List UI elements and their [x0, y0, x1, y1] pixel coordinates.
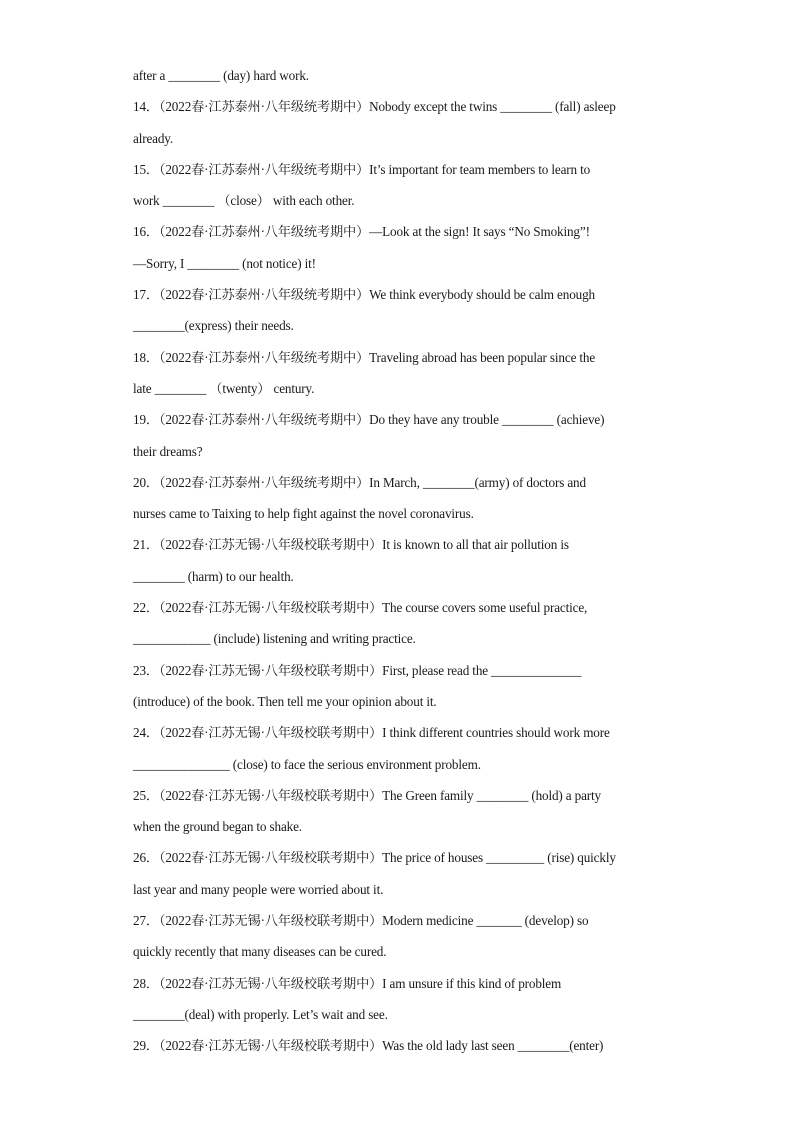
text-line: work ________ （close） with each other.	[133, 193, 355, 209]
question-21: 21．（2022春·江苏无锡·八年级校联考期中）It is known to all that air pollution is	[133, 537, 569, 553]
text-line: ________ (harm) to our health.	[133, 568, 294, 584]
text-line: _______________ (close) to face the serious environment problem.	[133, 756, 481, 772]
question-19: 19．（2022春·江苏泰州·八年级统考期中）Do they have any trouble ________ (achieve)	[133, 412, 605, 428]
text-line: after a ________ (day) hard work.	[133, 68, 309, 83]
question-18: 18．（2022春·江苏泰州·八年级统考期中）Traveling abroad has been popular since the	[133, 349, 596, 365]
question-29: 29．（2022春·江苏无锡·八年级校联考期中）Was the old lady last seen ________(enter)	[133, 1038, 604, 1054]
question-24: 24．（2022春·江苏无锡·八年级校联考期中）I think different countries should work more	[133, 725, 610, 741]
question-25: 25．（2022春·江苏无锡·八年级校联考期中）The Green family ________ (hold) a party	[133, 787, 601, 803]
text-line: ________(express) their needs.	[133, 318, 294, 334]
question-26: 26．（2022春·江苏无锡·八年级校联考期中）The price of houses _________ (rise) quickly	[133, 850, 616, 866]
question-14: 14．（2022春·江苏泰州·八年级统考期中）Nobody except the twins ________ (fall) asleep	[133, 99, 616, 115]
text-line: late ________ （twenty） century.	[133, 380, 315, 396]
text-line: nurses came to Taixing to help fight against the novel coronavirus.	[133, 506, 474, 522]
text-line: already.	[133, 130, 174, 146]
text-line: their dreams?	[133, 443, 203, 459]
text-line: —Sorry, I ________ (not notice) it!	[133, 255, 316, 271]
question-28: 28．（2022春·江苏无锡·八年级校联考期中）I am unsure if this kind of problem	[133, 975, 562, 991]
question-22: 22．（2022春·江苏无锡·八年级校联考期中）The course covers some useful practice,	[133, 600, 588, 616]
question-23: 23．（2022春·江苏无锡·八年级校联考期中）First, please read the ______________	[133, 662, 582, 678]
question-27: 27．（2022春·江苏无锡·八年级校联考期中）Modern medicine _______ (develop) so	[133, 913, 589, 929]
question-17: 17．（2022春·江苏泰州·八年级统考期中）We think everybody should be calm enough	[133, 287, 595, 303]
text-line: ____________ (include) listening and writing practice.	[133, 631, 416, 647]
text-line: ________(deal) with properly. Let’s wait and see.	[133, 1006, 388, 1022]
text-line: quickly recently that many diseases can be cured.	[133, 944, 387, 960]
question-20: 20．（2022春·江苏泰州·八年级统考期中）In March, ________(army) of doctors and	[133, 474, 586, 490]
question-16: 16．（2022春·江苏泰州·八年级统考期中）—Look at the sign! It says “No Smoking”!	[133, 224, 590, 240]
text-line: when the ground began to shake.	[133, 819, 302, 835]
question-15: 15．（2022春·江苏泰州·八年级统考期中）It’s important for team members to learn to	[133, 161, 591, 177]
text-line: last year and many people were worried about it.	[133, 881, 384, 897]
exercise-text	[133, 66, 673, 1068]
text-line: (introduce) of the book. Then tell me your opinion about it.	[133, 693, 437, 709]
